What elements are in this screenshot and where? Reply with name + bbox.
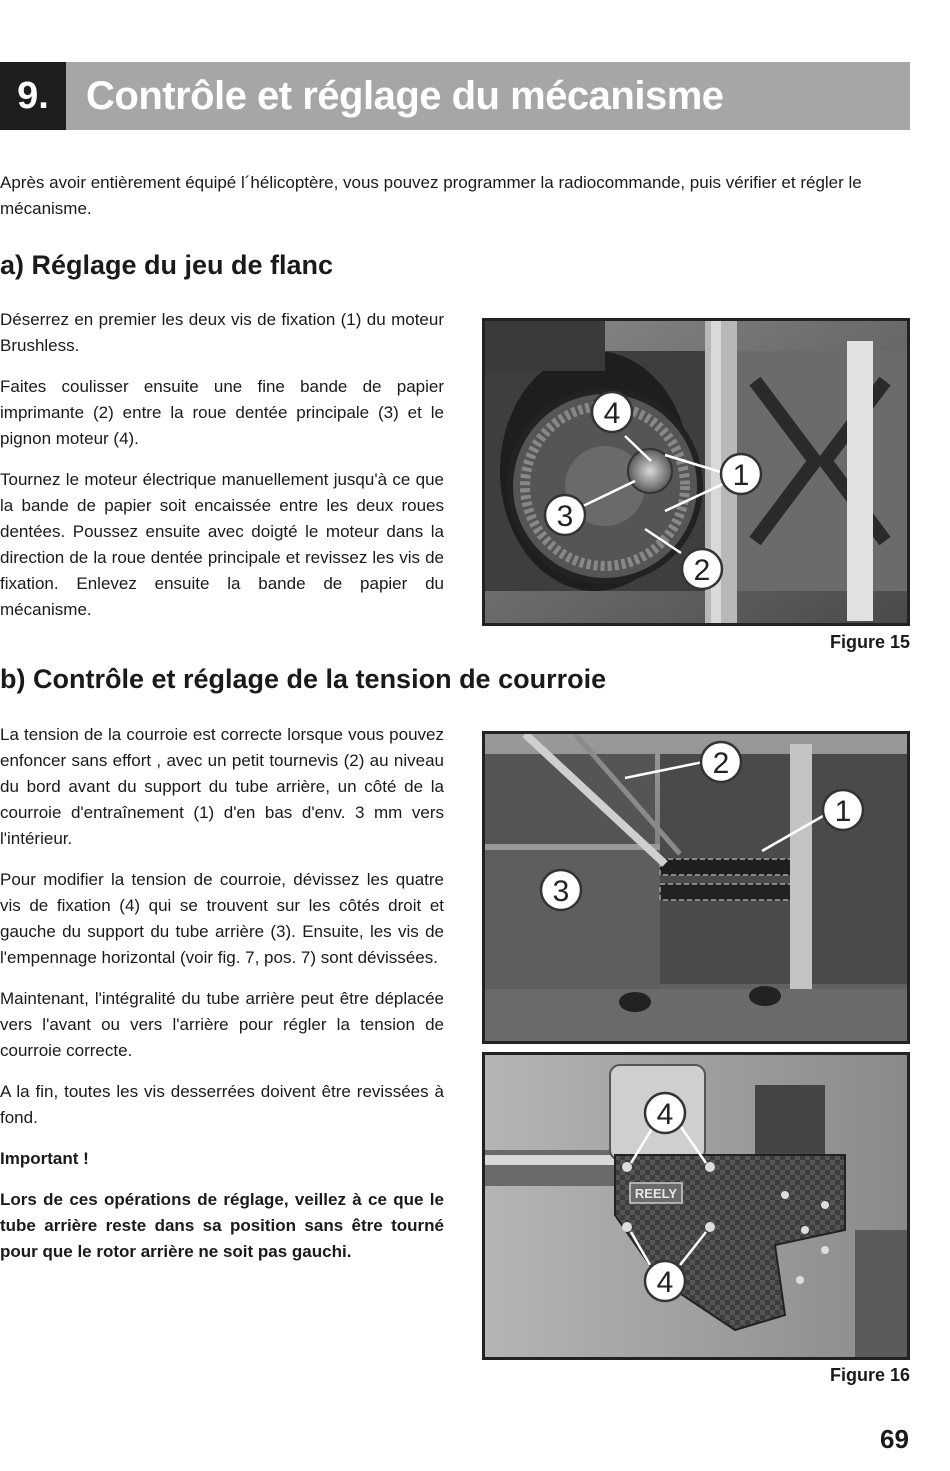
callout-4-bottom — [645, 1261, 685, 1301]
section-a-body — [0, 307, 444, 638]
section-b-paragraph: A la fin, toutes les vis desserrées doivent être revissées à fond. — [0, 1082, 444, 1127]
svg-text:1: 1 — [834, 795, 852, 828]
page-number: 69 — [880, 1424, 909, 1454]
section-b-heading: b) Contrôle et réglage de la tension de courroie — [0, 664, 607, 694]
important-label: Important ! — [0, 1149, 89, 1168]
callout-1 — [721, 454, 761, 494]
figure-16-top-photo — [482, 731, 910, 1044]
svg-text:4: 4 — [656, 1266, 674, 1299]
svg-text:1: 1 — [732, 459, 750, 492]
page-title: Contrôle et réglage du mécanisme — [86, 74, 724, 118]
figure-16-caption: Figure 16 — [830, 1365, 911, 1385]
callout-4-top — [645, 1093, 685, 1133]
svg-text:2: 2 — [693, 554, 711, 587]
section-b-paragraph: Maintenant, l'intégralité du tube arrière peut être déplacée vers l'avant ou vers l'arrière pour régler la tension de courroie correcte. — [0, 989, 444, 1060]
section-a-paragraph: Tournez le moteur électrique manuellement jusqu'à ce que la bande de papier soit encaissée entre les deux roues dentées. Poussez ensuite avec doigté le moteur dans la direction de la roue dentée principale et revissez les vis de fixation. Enlevez ensuite la bande de papier du mécanisme. — [0, 470, 444, 619]
important-text: Lors de ces opérations de réglage, veillez à ce que le tube arrière reste dans sa position sans être tourné pour que le rotor arrière ne soit pas gauchi. — [0, 1190, 444, 1261]
figure-16-bottom-photo — [482, 1052, 910, 1360]
section-a-heading: a) Réglage du jeu de flanc — [0, 250, 334, 280]
callout-3 — [541, 870, 581, 910]
callout-2 — [682, 549, 722, 589]
tail-support-illustration — [485, 1055, 907, 1357]
callout-2 — [701, 742, 741, 782]
svg-text:3: 3 — [552, 875, 570, 908]
section-a-paragraph: Déserrez en premier les deux vis de fixation (1) du moteur Brushless. — [0, 310, 444, 355]
section-a-paragraph: Faites coulisser ensuite une fine bande de papier imprimante (2) entre la roue dentée principale (3) et le pignon moteur (4). — [0, 377, 444, 448]
section-b-paragraph: Pour modifier la tension de courroie, dévissez les quatre vis de fixation (4) qui se trouvent sur les côtés droit et gauche du support du tube arrière (3). Ensuite, les vis de l'empennage horizontal (voir fig. 7, pos. 7) sont dévissées. — [0, 870, 444, 967]
svg-text:4: 4 — [603, 397, 621, 430]
svg-text:3: 3 — [556, 500, 574, 533]
callout-4 — [592, 392, 632, 432]
reely-logo: REELY — [634, 1186, 678, 1201]
callout-1 — [823, 790, 863, 830]
svg-text:4: 4 — [656, 1098, 674, 1131]
section-b-paragraph: La tension de la courroie est correcte lorsque vous pouvez enfoncer sans effort , avec un petit tournevis (2) au niveau du bord avant du support du tube arrière, un côté de la courroie d'entraînement (1) d'en bas d'env. 3 mm vers l'intérieur. — [0, 725, 444, 848]
figure-15-photo — [482, 318, 910, 626]
section-number: 9. — [0, 62, 66, 130]
section-b-body — [0, 722, 444, 1280]
callout-3 — [545, 495, 585, 535]
gear-mechanism-illustration — [485, 321, 907, 623]
intro-text: Après avoir entièrement équipé l´hélicoptère, vous pouvez programmer la radiocommande, puis vérifier et régler le mécanisme. — [0, 173, 862, 218]
figure-15-caption: Figure 15 — [830, 632, 911, 652]
svg-text:2: 2 — [712, 747, 730, 780]
belt-tension-illustration — [485, 734, 907, 1041]
